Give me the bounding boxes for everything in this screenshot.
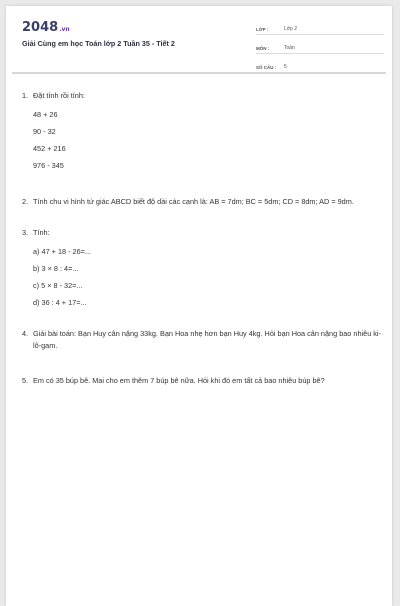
meta-row-class [256, 21, 384, 35]
question-text: Đặt tính rồi tính: [33, 91, 85, 100]
header-divider [12, 72, 386, 74]
question-2 [22, 196, 384, 208]
logo-tld: .vn [59, 26, 70, 33]
meta-value: Toán [284, 45, 295, 51]
question-items [33, 109, 384, 172]
question-number: 1. [22, 91, 29, 100]
question-items [33, 246, 384, 309]
question-text: Giải bài toán: Bạn Huy cân nặng 33kg. Bạn Hoa nhẹ hơn bạn Huy 4kg. Hỏi bạn Hoa cân nặng bao nhiêu ki-lô-gam. [33, 329, 381, 350]
question-number: 2. [22, 197, 29, 206]
meta-label: SỐ CÂU : [256, 65, 277, 70]
question-item: 48 + 26 [33, 110, 58, 119]
question-5 [22, 375, 384, 387]
question-number: 3. [22, 228, 29, 237]
page-title: Giải Cùng em học Toán lớp 2 Tuần 35 - Tiết 2 [22, 39, 175, 48]
meta-label: LỚP : [256, 27, 269, 32]
question-number: 5. [22, 376, 29, 385]
question-text: Em có 35 búp bê. Mai cho em thêm 7 búp bê nữa. Hỏi khi đó em tất cả bao nhiêu búp bê? [33, 376, 325, 385]
meta-row-subject [256, 40, 384, 54]
meta-info [256, 21, 384, 78]
meta-value: Lớp 2 [284, 26, 298, 32]
question-number: 4. [22, 329, 29, 338]
question-1 [22, 90, 384, 172]
question-text: Tính chu vi hình tứ giác ABCD biết độ dài các cạnh là: AB = 7dm; BC = 5dm; CD = 8dm; AD = 9dm. [33, 197, 354, 206]
question-item: b) 3 × 8 : 4=... [33, 264, 79, 273]
question-4 [22, 328, 384, 352]
question-item: 90 - 32 [33, 127, 56, 136]
meta-label: MÔN : [256, 46, 270, 51]
meta-value: 5 [284, 64, 287, 70]
question-item: 452 + 216 [33, 144, 66, 153]
document-page [6, 6, 392, 606]
question-item: 976 - 345 [33, 161, 64, 170]
question-item: d) 36 : 4 + 17=... [33, 298, 87, 307]
logo-text: 2048 [22, 20, 59, 35]
question-item: a) 47 + 18 - 26=... [33, 247, 92, 256]
question-3 [22, 227, 384, 309]
site-logo[interactable] [22, 20, 70, 35]
meta-row-count [256, 59, 384, 73]
question-text: Tính: [33, 228, 50, 237]
question-item: c) 5 × 8 - 32=... [33, 281, 83, 290]
questions-list [22, 90, 384, 387]
